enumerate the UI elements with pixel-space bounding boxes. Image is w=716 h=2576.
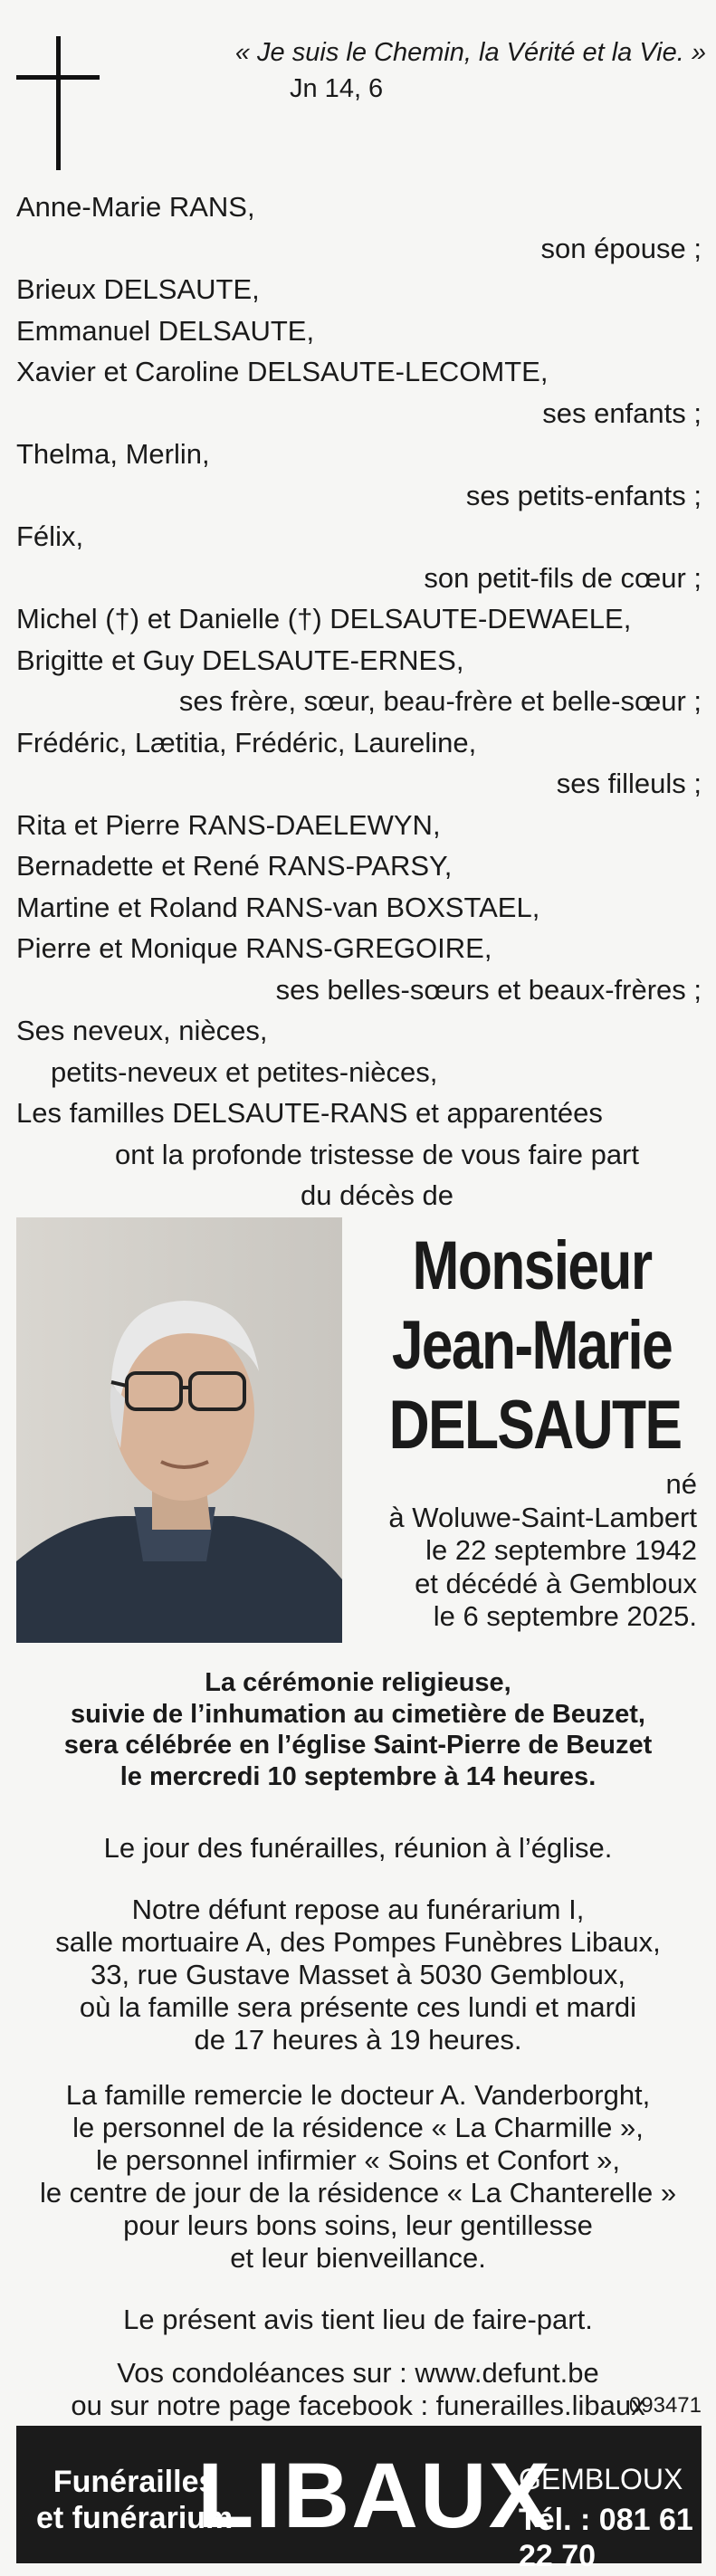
deceased-title: Monsieur xyxy=(412,1227,652,1304)
thanks-line: et leur bienveillance. xyxy=(230,2242,486,2274)
ceremony-line: suivie de l’inhumation au cimetière de Beuzet, xyxy=(71,1699,645,1729)
family-member-line: Michel (†) et Danielle (†) DELSAUTE-DEWAELE, xyxy=(16,603,632,634)
relationship-label: ses enfants ; xyxy=(542,396,702,429)
brand-logo: LIBAUX xyxy=(197,2444,552,2547)
ceremony-line: La cérémonie religieuse, xyxy=(205,1668,511,1697)
family-member-line: Emmanuel DELSAUTE, xyxy=(16,314,315,347)
deceased-first-name: Jean-Marie xyxy=(391,1307,673,1384)
family-member-line: Pierre et Monique RANS-GREGOIRE, xyxy=(16,932,492,964)
banner-phone: Tél. : 081 61 22 70 xyxy=(519,2503,693,2573)
bio-line: le 22 septembre 1942 xyxy=(425,1534,697,1566)
condolences-line: ou sur notre page facebook : funerailles.libaux xyxy=(71,2390,645,2421)
thanks-line: La famille remercie le docteur A. Vanderborght, xyxy=(65,2079,651,2111)
family-member-line: Rita et Pierre RANS-DAELEWYN, xyxy=(16,808,441,841)
relationship-label: son épouse ; xyxy=(540,232,702,264)
tagline-line: Funérailles xyxy=(53,2465,216,2499)
thanks-line: le personnel de la résidence « La Charmille », xyxy=(72,2112,644,2143)
funerarium-line: de 17 heures à 19 heures. xyxy=(194,2024,522,2056)
relationship-label: ses belles-sœurs et beaux-frères ; xyxy=(275,973,702,1006)
family-member-line: Bernadette et René RANS-PARSY, xyxy=(16,850,453,882)
family-member-line: petits-neveux et petites-nièces, xyxy=(51,1055,438,1088)
condolences-block xyxy=(0,2357,716,2422)
banner-city: GEMBLOUX xyxy=(519,2463,683,2495)
notice-text: Le présent avis tient lieu de faire-part. xyxy=(123,2304,593,2335)
bio-line: né xyxy=(665,1468,697,1500)
funerarium-line: salle mortuaire A, des Pompes Funèbres Libaux, xyxy=(55,1926,661,1958)
ceremony-line: sera célébrée en l’église Saint-Pierre de Beuzet xyxy=(63,1731,653,1760)
thanks-block xyxy=(0,2079,716,2275)
deceased-photo xyxy=(16,1217,342,1643)
funerarium-block xyxy=(0,1894,716,2056)
bible-quote: « Je suis le Chemin, la Vérité et la Vie. » xyxy=(234,38,706,67)
relationship-label: ses filleuls ; xyxy=(556,768,702,799)
gathering-text: Le jour des funérailles, réunion à l’église. xyxy=(103,1832,613,1864)
family-member-line: Thelma, Merlin, xyxy=(16,438,210,470)
deceased-last-name: DELSAUTE xyxy=(388,1387,682,1464)
funerarium-line: où la famille sera présente ces lundi et mardi xyxy=(79,1991,637,2023)
thanks-line: le personnel infirmier « Soins et Confort », xyxy=(96,2144,620,2176)
bio-line: et décédé à Gembloux xyxy=(415,1567,697,1599)
funeral-home-banner xyxy=(16,2426,702,2573)
family-list xyxy=(16,186,702,1216)
ad-code: 093471 xyxy=(628,2393,702,2418)
family-member-line: Brieux DELSAUTE, xyxy=(16,273,260,305)
funerarium-line: Notre défunt repose au funérarium I, xyxy=(131,1894,585,1925)
funerarium-line: 33, rue Gustave Masset à 5030 Gembloux, xyxy=(90,1959,626,1990)
family-member-line: Les familles DELSAUTE-RANS et apparentées xyxy=(16,1097,603,1129)
relationship-label: son petit-fils de cœur ; xyxy=(424,561,702,594)
family-member-line: Brigitte et Guy DELSAUTE-ERNES, xyxy=(16,644,464,676)
family-member-line: Frédéric, Lætitia, Frédéric, Laureline, xyxy=(16,726,477,758)
notice-line xyxy=(0,2304,716,2336)
family-member-line: Félix, xyxy=(16,520,84,552)
bio-line: à Woluwe-Saint-Lambert xyxy=(388,1501,697,1533)
tagline-line: et funérarium xyxy=(36,2501,234,2535)
family-member-line: Anne-Marie RANS, xyxy=(16,191,255,223)
relationship-label: ses frère, sœur, beau-frère et belle-sœur ; xyxy=(178,685,702,717)
family-member-line: Martine et Roland RANS-van BOXSTAEL, xyxy=(16,891,540,923)
family-member-line: Ses neveux, nièces, xyxy=(16,1015,268,1046)
deceased-bio xyxy=(358,1468,697,1634)
deceased-name xyxy=(388,1226,682,1465)
ceremony-block xyxy=(0,1667,716,1792)
announcement-line: ont la profonde tristesse de vous faire part xyxy=(115,1138,639,1170)
thanks-line: pour leurs bons soins, leur gentillesse xyxy=(123,2209,593,2241)
ceremony-line: le mercredi 10 septembre à 14 heures. xyxy=(119,1761,597,1791)
announcement-line: du décès de xyxy=(301,1179,453,1211)
cross-icon xyxy=(16,36,100,170)
relationship-label: ses petits-enfants ; xyxy=(465,479,702,511)
family-member-line: Xavier et Caroline DELSAUTE-LECOMTE, xyxy=(16,356,549,387)
condolences-line: Vos condoléances sur : www.defunt.be xyxy=(117,2357,599,2389)
thanks-line: le centre de jour de la résidence « La Chanterelle » xyxy=(39,2177,677,2209)
bible-reference: Jn 14, 6 xyxy=(290,74,384,103)
gathering-note xyxy=(0,1832,716,1865)
bio-line: le 6 septembre 2025. xyxy=(433,1600,697,1632)
